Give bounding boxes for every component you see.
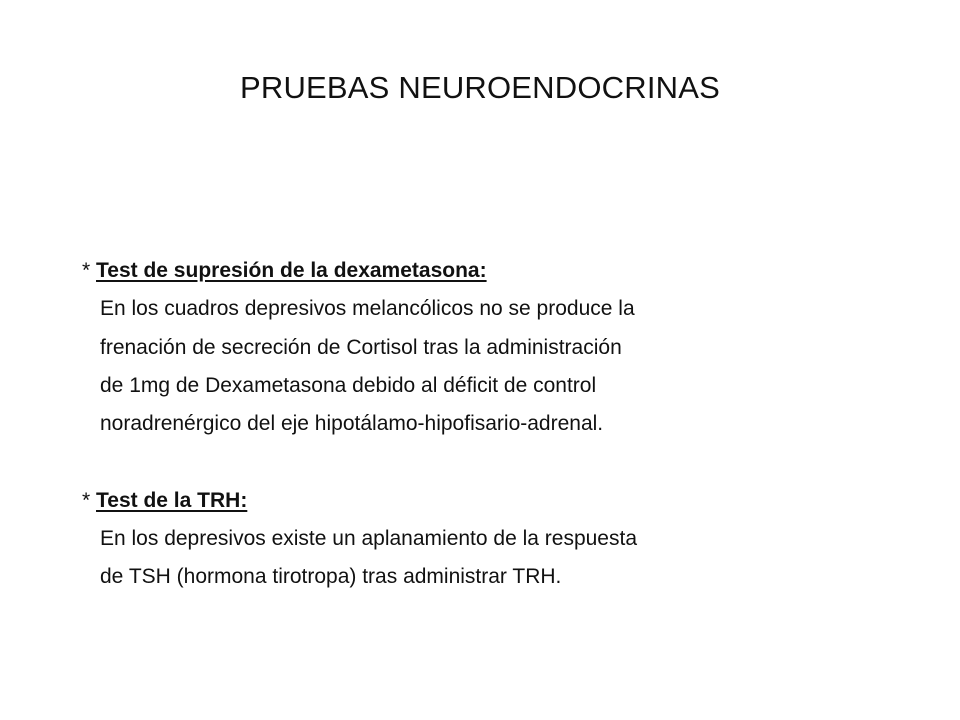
body-line: En los depresivos existe un aplanamiento de la respuesta (100, 527, 637, 551)
body-line: de 1mg de Dexametasona debido al déficit de control (100, 373, 597, 397)
bullet-marker: * (82, 259, 97, 282)
body-line: frenación de secreción de Cortisol tras la administración (100, 335, 622, 359)
bullet-marker: * (82, 488, 97, 512)
slide-body (82, 252, 902, 597)
slide-title: PRUEBAS NEUROENDOCRINAS (239, 70, 720, 105)
body-line: noradrenérgico del eje hipotálamo-hipofisario-adrenal. (100, 412, 604, 436)
section-heading-dexametasona: Test de supresión de la dexametasona: (96, 259, 487, 282)
body-line: En los cuadros depresivos melancólicos no se produce la (100, 297, 635, 321)
section-heading-line (82, 252, 902, 290)
section-spacer (82, 443, 902, 481)
section-heading-line (82, 482, 902, 520)
section-heading-trh: Test de la TRH: (96, 488, 248, 512)
body-line: de TSH (hormona tirotropa) tras administrar TRH. (100, 565, 562, 589)
